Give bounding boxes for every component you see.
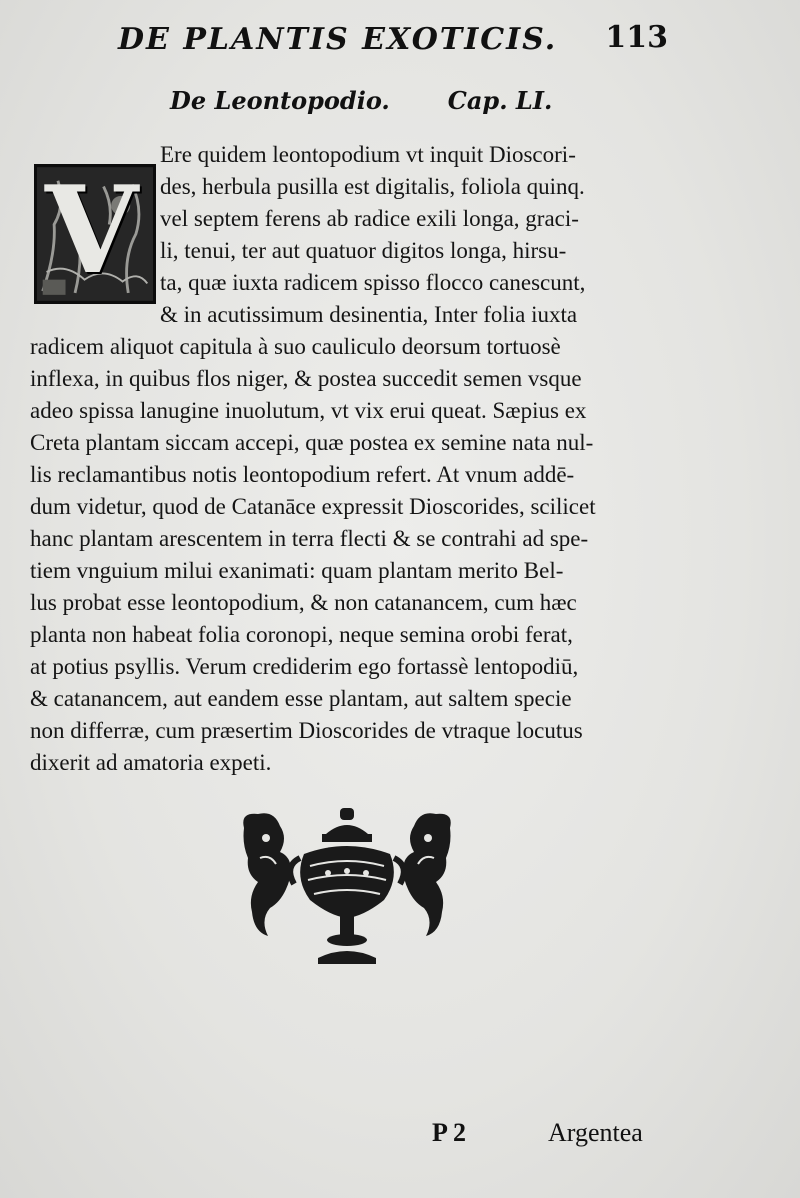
text-line: des, herbula pusilla est digitalis, foliola quinq. (160, 174, 585, 199)
text-line: li, tenui, ter aut quatuor digitos longa, hirsu- (160, 238, 567, 263)
vase-ornament (240, 808, 454, 968)
text-line: planta non habeat folia coronopi, neque semina orobi ferat, (30, 622, 573, 647)
text-line: at potius psyllis. Verum crediderim ego fortassè lentopodiū, (30, 654, 579, 679)
page-number: 113 (605, 20, 668, 55)
text-line: ta, quæ iuxta radicem spisso flocco canescunt, (160, 270, 586, 295)
text-line: lus probat esse leontopodium, & non catanancem, cum hæc (30, 590, 577, 615)
chapter-number: Cap. LI. (447, 86, 553, 115)
text-line: hanc plantam arescentem in terra flecti & se contrahi ad spe- (30, 526, 589, 551)
text-line: tiem vnguium milui exanimati: quam plantam merito Bel- (30, 558, 564, 583)
text-line: lis reclamantibus notis leontopodium refert. At vnum addē- (30, 462, 575, 487)
text-line: dixerit ad amatoria expeti. (30, 750, 272, 775)
chapter-heading (170, 86, 552, 115)
text-line: Creta plantam siccam accepi, quæ postea ex semine nata nul- (30, 430, 594, 455)
text-line: non differræ, cum præsertim Dioscorides de vtraque locutus (30, 718, 583, 743)
running-head: DE PLANTIS EXOTICIS. (118, 22, 558, 57)
text-line: dum videtur, quod de Catanāce expressit Dioscorides, scilicet (30, 494, 596, 519)
text-line: inflexa, in quibus flos niger, & postea succedit semen vsque (30, 366, 582, 391)
text-line: Ere quidem leontopodium vt inquit Dioscori- (160, 142, 576, 167)
signature-mark: P 2 (432, 1118, 466, 1147)
text-line: & catanancem, aut eandem esse plantam, aut saltem specie (30, 686, 572, 711)
decorated-initial (34, 164, 156, 304)
initial-letter: V (45, 164, 139, 301)
text-line: & in acutissimum desinentia, Inter folia iuxta (160, 302, 578, 327)
text-line: adeo spissa lanugine inuolutum, vt vix erui queat. Sæpius ex (30, 398, 587, 423)
text-line: vel septem ferens ab radice exili longa, graci- (160, 206, 579, 231)
text-line: radicem aliquot capitula à suo cauliculo deorsum tortuosè (30, 334, 561, 359)
catchword: Argentea (548, 1118, 643, 1147)
chapter-title: De Leontopodio. (170, 86, 390, 115)
